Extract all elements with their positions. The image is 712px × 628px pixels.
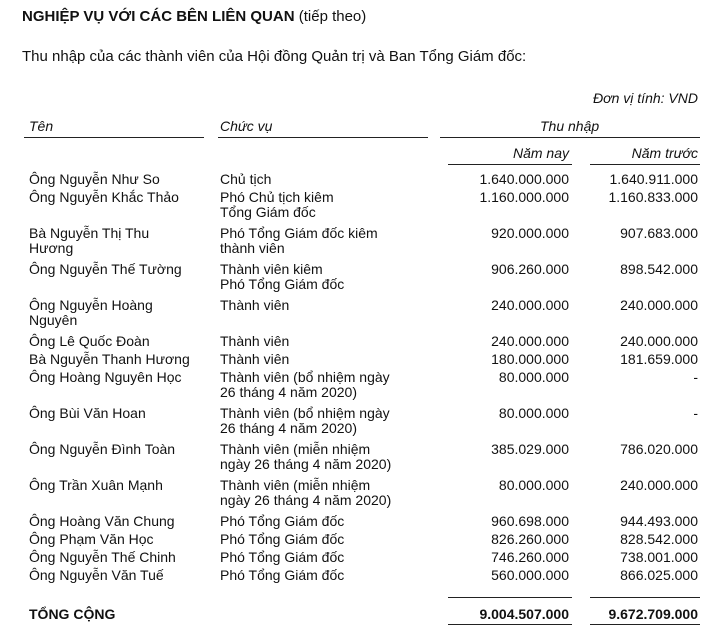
income-current: 80.000.000 (498, 477, 569, 493)
table-row (0, 262, 712, 292)
income-previous: 181.659.000 (620, 351, 698, 367)
table-row (0, 478, 712, 508)
table-row (0, 532, 712, 547)
table-row (0, 226, 712, 256)
member-role: Thành viên (220, 297, 290, 313)
header-rule-income (440, 137, 700, 138)
table-row (0, 514, 712, 529)
member-name: Ông Hoàng Nguyên Học (29, 369, 182, 385)
table-row (0, 172, 712, 187)
member-role: Thành viên (miễn nhiệm ngày 26 tháng 4 năm 2020) (220, 441, 392, 472)
income-current: 80.000.000 (498, 405, 569, 421)
income-previous: 828.542.000 (620, 531, 698, 547)
income-previous: 738.001.000 (620, 549, 698, 565)
member-role: Phó Tổng Giám đốc (220, 567, 345, 583)
section-title-main: NGHIỆP VỤ VỚI CÁC BÊN LIÊN QUAN (22, 8, 295, 25)
member-name: Ông Trần Xuân Mạnh (29, 477, 163, 493)
member-name: Ông Hoàng Văn Chung (29, 513, 175, 529)
member-role: Thành viên (220, 351, 290, 367)
income-current: 80.000.000 (498, 369, 569, 385)
col-header-income: Thu nhập (540, 118, 600, 134)
subheader-rule-current (448, 164, 572, 165)
table-row (0, 334, 712, 349)
income-previous: 240.000.000 (620, 477, 698, 493)
member-role: Chủ tịch (220, 171, 272, 187)
table-row (0, 370, 712, 400)
income-current: 906.260.000 (491, 261, 569, 277)
income-previous: 898.542.000 (620, 261, 698, 277)
member-role: Thành viên (bổ nhiệm ngày 26 tháng 4 năm 2020) (220, 369, 390, 400)
total-current: 9.004.507.000 (479, 606, 569, 622)
member-name: Bà Nguyễn Thanh Hương (29, 351, 190, 367)
section-title (22, 8, 366, 26)
income-previous: 1.640.911.000 (609, 171, 698, 187)
member-role: Thành viên (bổ nhiệm ngày 26 tháng 4 năm 2020) (220, 405, 390, 436)
table-row (0, 406, 712, 436)
income-current: 240.000.000 (491, 297, 569, 313)
col-header-role: Chức vụ (220, 118, 273, 134)
member-role: Phó Tổng Giám đốc (220, 549, 345, 565)
table-row (0, 442, 712, 472)
income-previous: 907.683.000 (620, 225, 698, 241)
member-role: Thành viên (220, 333, 290, 349)
table-row (0, 298, 712, 328)
table-row (0, 568, 712, 583)
member-role: Phó Tổng Giám đốc (220, 513, 345, 529)
subheader-rule-previous (590, 164, 700, 165)
member-name: Bà Nguyễn Thị Thu Hương (29, 225, 150, 256)
table-row (0, 352, 712, 367)
income-previous: 240.000.000 (620, 297, 698, 313)
col-header-name: Tên (29, 118, 54, 134)
member-role: Thành viên kiêm Phó Tổng Giám đốc (220, 261, 345, 292)
total-rule-current (448, 597, 572, 598)
income-current: 920.000.000 (491, 225, 569, 241)
member-name: Ông Nguyễn Như So (29, 171, 160, 187)
income-previous: 240.000.000 (620, 333, 698, 349)
total-rule-previous (590, 597, 700, 598)
member-role: Phó Tổng Giám đốc (220, 531, 345, 547)
income-current: 960.698.000 (491, 513, 569, 529)
total-label: TỔNG CỘNG (29, 606, 116, 622)
income-current: 240.000.000 (491, 333, 569, 349)
income-previous: 866.025.000 (620, 567, 698, 583)
col-header-previous: Năm trước (631, 145, 698, 161)
member-name: Ông Nguyễn Đình Toàn (29, 441, 176, 457)
member-name: Ông Phạm Văn Học (29, 531, 154, 547)
member-name: Ông Nguyễn Hoàng Nguyên (29, 297, 153, 328)
income-current: 746.260.000 (491, 549, 569, 565)
header-rule-role (218, 137, 428, 138)
income-current: 560.000.000 (491, 567, 569, 583)
header-rule-name (24, 137, 204, 138)
member-role: Phó Tổng Giám đốc kiêm thành viên (220, 225, 378, 256)
member-name: Ông Lê Quốc Đoàn (29, 333, 150, 349)
total-double-rule-previous (590, 624, 700, 625)
member-name: Ông Nguyễn Khắc Thảo (29, 189, 179, 205)
member-name: Ông Nguyễn Thế Chinh (29, 549, 176, 565)
section-title-suffix: (tiếp theo) (294, 8, 367, 25)
member-name: Ông Nguyễn Thế Tường (29, 261, 182, 277)
income-previous: 786.020.000 (620, 441, 698, 457)
income-current: 385.029.000 (491, 441, 569, 457)
table-row (0, 190, 712, 220)
total-double-rule-current (448, 624, 572, 625)
table-row (0, 550, 712, 565)
col-header-current: Năm nay (512, 145, 569, 161)
income-previous: 944.493.000 (620, 513, 698, 529)
income-current: 1.160.000.000 (479, 189, 569, 205)
member-name: Ông Nguyễn Văn Tuế (29, 567, 164, 583)
unit-label: Đơn vị tính: VND (593, 90, 698, 106)
income-current: 1.640.000.000 (479, 171, 569, 187)
member-role: Phó Chủ tịch kiêm Tổng Giám đốc (220, 189, 334, 220)
income-current: 826.260.000 (491, 531, 569, 547)
income-previous: 1.160.833.000 (608, 189, 698, 205)
income-current: 180.000.000 (491, 351, 569, 367)
total-previous: 9.672.709.000 (608, 606, 698, 622)
member-role: Thành viên (miễn nhiệm ngày 26 tháng 4 năm 2020) (220, 477, 392, 508)
member-name: Ông Bùi Văn Hoan (29, 405, 146, 421)
income-previous: - (693, 405, 698, 421)
income-previous: - (693, 369, 698, 385)
intro-text: Thu nhập của các thành viên của Hội đồng Quản trị và Ban Tổng Giám đốc: (22, 48, 527, 65)
